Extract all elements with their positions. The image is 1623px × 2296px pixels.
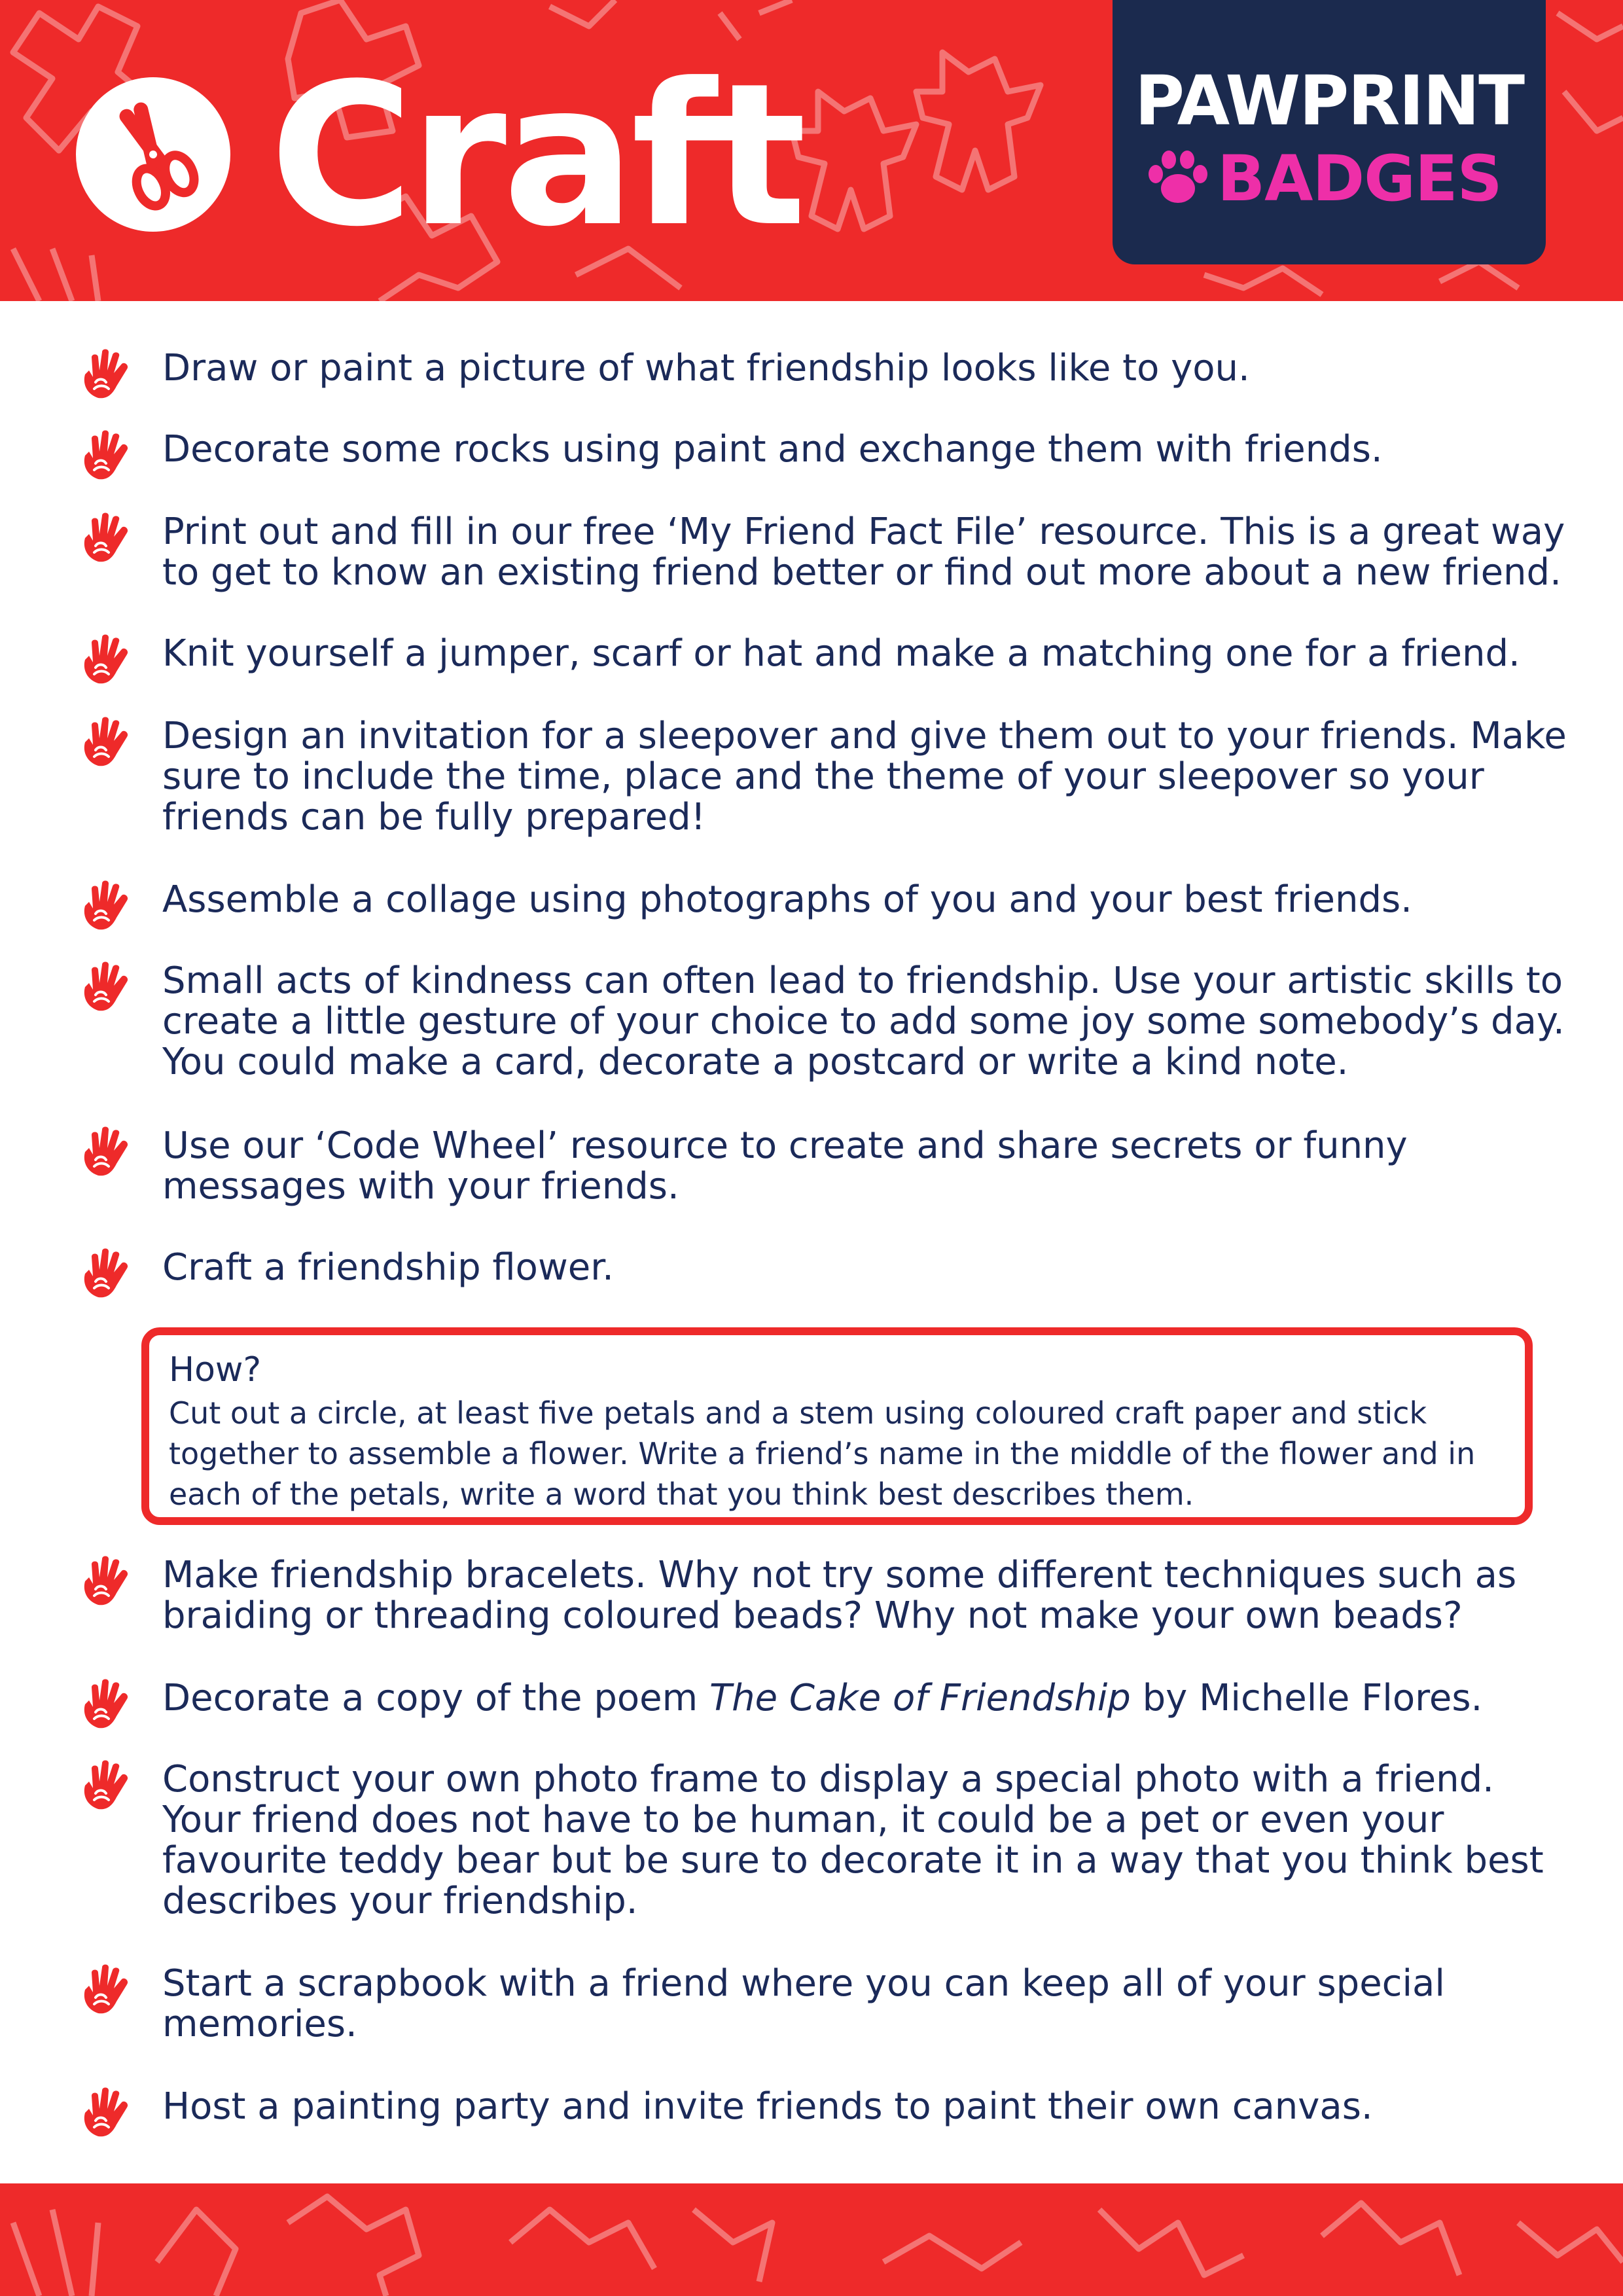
scissors-icon	[76, 77, 230, 232]
item-text: Construct your own photo frame to display a special photo with a friend. Your friend does not have to be human, it could be a pet or even your favourite teddy bear but be sure to decorate it in a way that you think best describes your friendship.	[162, 1758, 1544, 1922]
hand-icon	[79, 1759, 137, 1812]
hand-icon	[79, 429, 137, 482]
item-text: Print out and fill in our free ‘My Friend Fact File’ resource. This is a great way to get to know an existing friend better or find out more about a new friend.	[162, 511, 1565, 594]
item-text: Decorate a copy of the poem The Cake of Friendship by Michelle Flores.	[162, 1677, 1483, 1719]
item-text: Assemble a collage using photographs of you and your best friends.	[162, 878, 1412, 921]
item-text: Craft a friendship flower.	[162, 1246, 614, 1289]
page-title: Craft	[270, 41, 803, 270]
paw-icon	[1145, 149, 1211, 208]
hand-icon	[79, 961, 137, 1013]
brand-name: PAWPRINT	[1134, 61, 1524, 141]
item-text: Use our ‘Code Wheel’ resource to create and share secrets or funny messages with your friends.	[162, 1124, 1408, 1208]
how-text: Cut out a circle, at least five petals and a stem using coloured craft paper and stick together to assemble a flower. Write a friend’s name in the middle of the flower and in each of the petals, write a word that you think best describes them.	[169, 1395, 1476, 1512]
item-text: Small acts of kindness can often lead to friendship. Use your artistic skills to create a little gesture of your choice to add some joy some somebody’s day. You could make a card, decorate a postcard or write a kind note.	[162, 960, 1565, 1083]
item-text: Start a scrapbook with a friend where you can keep all of your special memories.	[162, 1962, 1445, 2045]
hand-icon	[79, 348, 137, 401]
how-box	[141, 1327, 1533, 1525]
hand-icon	[79, 716, 137, 768]
craft-logo	[76, 77, 230, 232]
header-banner	[0, 0, 1623, 301]
people-pattern	[0, 2183, 1623, 2296]
hand-icon	[79, 1247, 137, 1300]
item-text: Knit yourself a jumper, scarf or hat and make a matching one for a friend.	[162, 632, 1520, 675]
hand-icon	[79, 512, 137, 564]
hand-icon	[79, 1964, 137, 2016]
hand-icon	[79, 2087, 137, 2139]
how-title: How?	[169, 1350, 262, 1390]
hand-icon	[79, 1555, 137, 1607]
hand-icon	[79, 1126, 137, 1178]
item-text: Decorate some rocks using paint and exchange them with friends.	[162, 428, 1383, 471]
hand-icon	[79, 880, 137, 932]
hand-icon	[79, 1678, 137, 1731]
hand-icon	[79, 634, 137, 686]
poem-title: The Cake of Friendship	[709, 1677, 1131, 1719]
item-text: Draw or paint a picture of what friendship looks like to you.	[162, 347, 1250, 389]
item-text: Host a painting party and invite friends to paint their own canvas.	[162, 2085, 1373, 2128]
brand-badges-text: BADGES	[1217, 142, 1502, 215]
item-text: Make friendship bracelets. Why not try some different techniques such as braiding or threading coloured beads? Why not make your own beads?	[162, 1554, 1517, 1637]
footer-banner	[0, 2183, 1623, 2296]
item-text: Design an invitation for a sleepover and give them out to your friends. Make sure to include the time, place and the theme of your sleepover so your friends can be fully prepared!	[162, 715, 1567, 838]
brand-panel	[1113, 0, 1546, 264]
brand-subtitle	[1145, 143, 1525, 215]
